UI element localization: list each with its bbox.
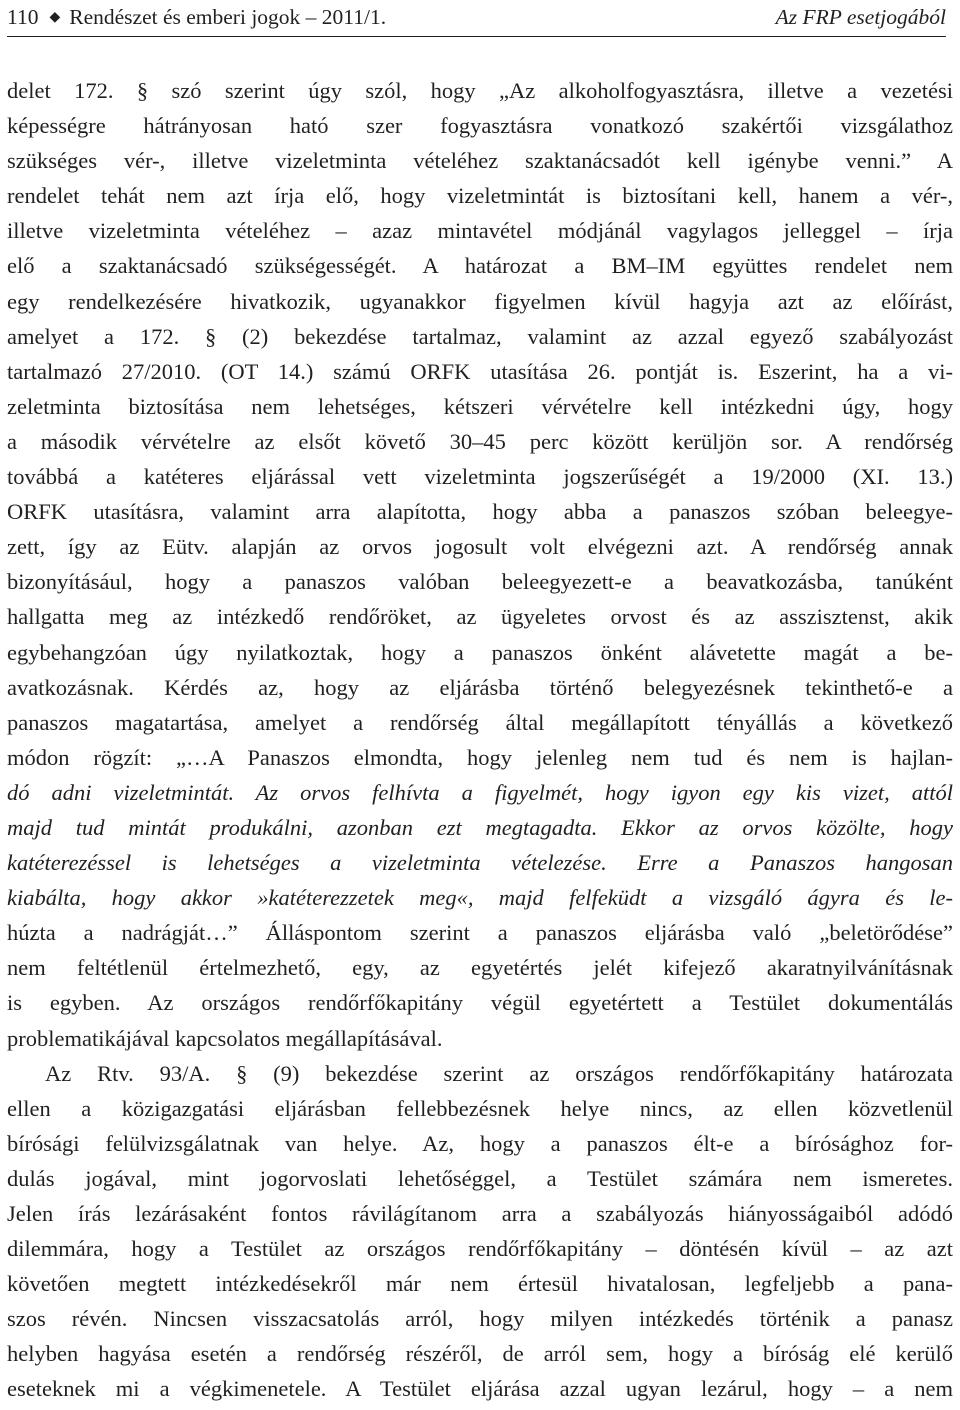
text-line: hallgatta meg az intézkedő rendőröket, az ügyeletes orvost és az asszisztenst, akik: [7, 604, 953, 630]
running-header-left: [7, 5, 386, 30]
text-line: ellen a közigazgatási eljárásban fellebbezésnek helye nincs, az ellen közvetlenül: [7, 1095, 953, 1121]
text-line: bírósági felülvizsgálatnak van helye. Az, hogy a panaszos élt-e a bírósághoz for-: [7, 1130, 953, 1156]
page-header: [7, 0, 946, 37]
diamond-bullet-icon: ◆: [49, 10, 61, 25]
text-line: rendelet tehát nem azt írja elő, hogy vizeletmintát is biztosítani kell, hanem a vér-,: [7, 183, 953, 209]
text-line: egybehangzóan úgy nyilatkoztak, hogy a panaszos önként alávetette magát a be-: [7, 639, 953, 665]
text-line: követően megtett intézkedésekről már nem értesül hivatalosan, legfeljebb a pana-: [7, 1271, 953, 1297]
text-line: avatkozásnak. Kérdés az, hogy az eljárásba történő belegyezésnek tekinthető-e a: [7, 674, 953, 700]
text-line: amelyet a 172. § (2) bekezdése tartalmaz, valamint az azzal egyező szabályozást: [7, 323, 953, 349]
text-line: is egyben. Az országos rendőrfőkapitány végül egyetértett a Testület dokumentálás: [7, 990, 953, 1016]
body-text: [7, 73, 953, 1407]
text-line: nem feltétlenül értelmezhető, egy, az egyetértés jelét kifejező akaratnyilvánításnak: [7, 955, 953, 981]
paragraph-start-line: Az Rtv. 93/A. § (9) bekezdése szerint az országos rendőrfőkapitány határozata: [45, 1060, 953, 1086]
text-line: zeletminta biztosítása nem lehetséges, kétszeri vérvételre kell intézkedni úgy, hogy: [7, 393, 953, 419]
text-line: tartalmazó 27/2010. (OT 14.) számú ORFK utasítása 26. pontját is. Eszerint, ha a vi-: [7, 358, 953, 384]
text-line: Jelen írás lezárásaként fontos rávilágítanom arra a szabályozás hiányosságaiból adódó: [7, 1201, 953, 1226]
text-line: helyben hagyása esetén a rendőrség részéről, de arról sem, hogy a bíróság elé kerülő: [7, 1341, 953, 1367]
text-line: képességre hátrányosan ható szer fogyasztásra vonatkozó szakértői vizsgálathoz: [7, 113, 953, 139]
paragraph-end-line: problematikájával kapcsolatos megállapításával.: [7, 1025, 443, 1051]
text-line: panaszos magatartása, amelyet a rendőrség által megállapított tényállás a következő: [7, 709, 953, 735]
text-line: szükséges vér-, illetve vizeletminta vételéhez szaktanácsadót kell igénybe venni.” A: [7, 148, 953, 174]
text-line: a második vérvételre az elsőt követő 30–45 perc között kerüljön sor. A rendőrség: [7, 428, 953, 454]
text-line: dulás jogával, mint jogorvoslati lehetőséggel, a Testület számára nem ismeretes.: [7, 1165, 953, 1191]
text-line: szos révén. Nincsen visszacsatolás arról, hogy milyen intézkedés történik a panasz: [7, 1306, 953, 1332]
text-line: eseteknek mi a végkimenetele. A Testület eljárása azzal ugyan lezárul, hogy – a nem: [7, 1376, 953, 1402]
text-line: dilemmára, hogy a Testület az országos rendőrfőkapitány – döntésén kívül – az azt: [7, 1236, 953, 1262]
text-line: ORFK utasításra, valamint arra alapította, hogy abba a panaszos szóban beleegye-: [7, 499, 953, 525]
text-line: bizonyításául, hogy a panaszos valóban beleegyezett-e a beavatkozásba, tanúként: [7, 569, 953, 595]
text-line: továbbá a katéteres eljárással vett vizeletminta jogszerűségét a 19/2000 (XI. 13.): [7, 464, 953, 490]
quoted-text-line: dó adni vizeletmintát. Az orvos felhívta a figyelmét, hogy igyon egy kis vizet, attól: [7, 779, 953, 805]
section-title: Az FRP esetjogából: [775, 5, 946, 29]
text-line: módon rögzít: „…A Panaszos elmondta, hogy jelenleg nem tud és nem is hajlan-: [7, 744, 953, 770]
quoted-text-line: kiabálta, hogy akkor »katéterezzetek meg«, majd felfeküdt a vizsgáló ágyra és le-: [7, 885, 953, 911]
page-number: 110: [7, 5, 39, 29]
text-line: zett, így az Eütv. alapján az orvos jogosult volt elvégezni azt. A rendőrség annak: [7, 534, 953, 560]
quoted-text-line: katéterezéssel is lehetséges a vizeletminta vételezése. Erre a Panaszos hangosan: [7, 850, 953, 876]
text-line: egy rendelkezésére hivatkozik, ugyanakkor figyelmen kívül hagyja azt az előírást,: [7, 288, 953, 314]
text-line: húzta a nadrágját…” Álláspontom szerint a panaszos eljárásba való „beletörődése”: [7, 920, 953, 946]
text-line: illetve vizeletminta vételéhez – azaz mintavétel módjánál vagylagos jelleggel – írja: [7, 218, 953, 244]
text-line: delet 172. § szó szerint úgy szól, hogy „Az alkoholfogyasztásra, illetve a vezetési: [7, 78, 953, 103]
journal-title: Rendészet és emberi jogok – 2011/1.: [69, 5, 387, 29]
text-line: elő a szaktanácsadó szükségességét. A határozat a BM–IM együttes rendelet nem: [7, 253, 953, 279]
quoted-text-line: majd tud mintát produkálni, azonban ezt megtagadta. Ekkor az orvos közölte, hogy: [7, 814, 953, 840]
